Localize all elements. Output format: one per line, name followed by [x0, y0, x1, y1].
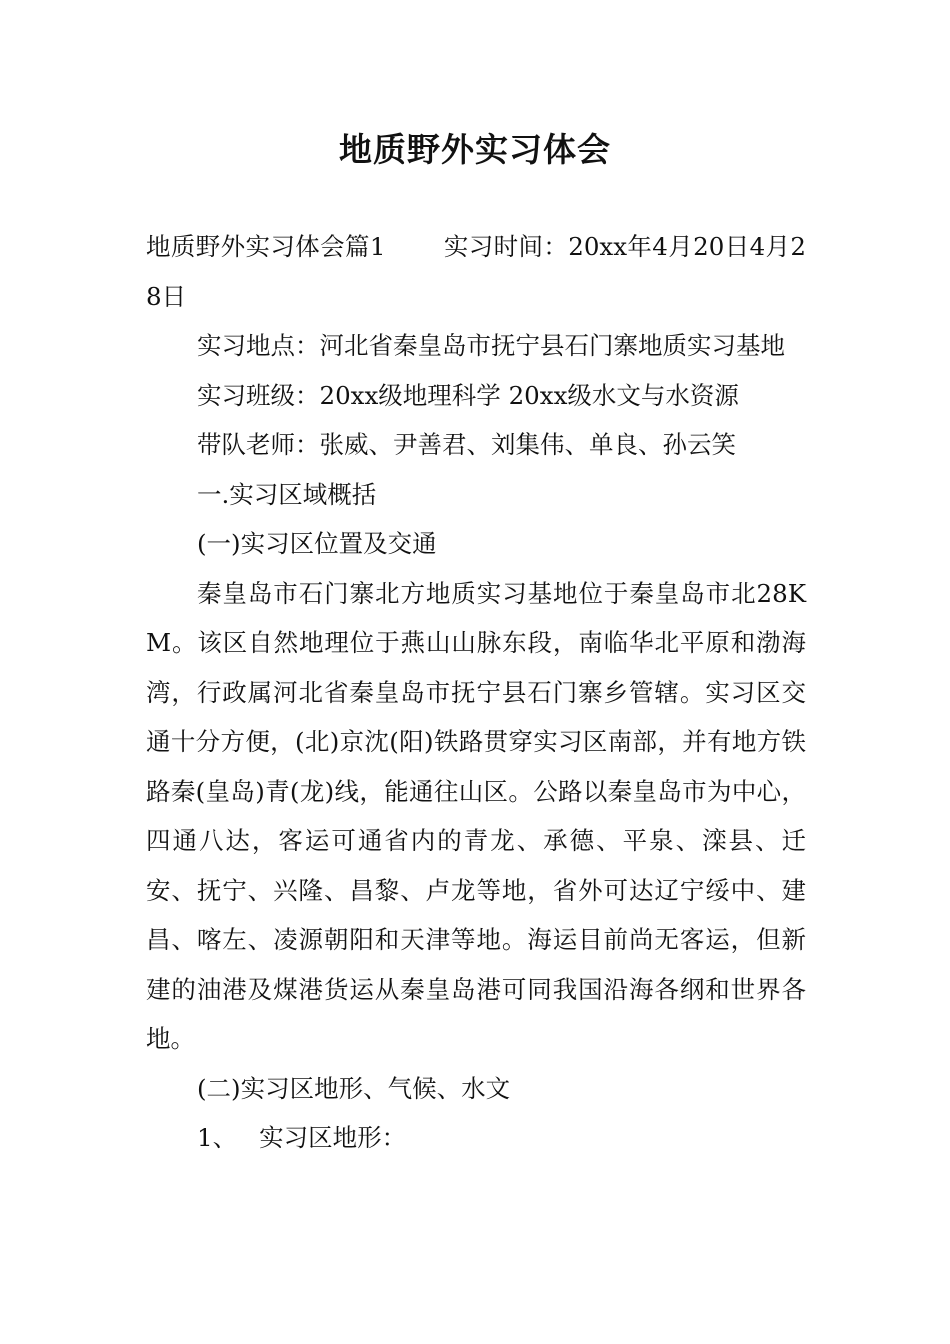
subsection-location-heading: (一)实习区位置及交通: [197, 529, 437, 558]
document-body: [146, 222, 806, 1163]
internship-class: 实习班级：20xx级地理科学 20xx级水文与水资源: [197, 380, 739, 410]
terrain-item: [146, 1113, 806, 1163]
leading-teachers: 带队老师：张威、尹善君、刘集伟、单良、孙云笑: [197, 430, 736, 459]
list-number: 1、: [197, 1123, 238, 1152]
section-one-heading: 一.实习区域概括: [197, 479, 377, 509]
location-transport-paragraph: 秦皇岛市石门寨北方地质实习基地位于秦皇岛市北28KM。该区自然地理位于燕山山脉东段，南临华北平原和渤海湾，行政属河北省秦皇岛市抚宁县石门寨乡管辖。实习区交通十分方便，(北)京沈(阳)铁路贯穿实习区南部，并有地方铁路秦(皇岛)青(龙)线，能通往山区。公路以秦皇岛市为中心，四通八达，客运可通省内的青龙、承德、平泉、滦县、迁安、抚宁、兴隆、昌黎、卢龙等地，省外可达辽宁绥中、建昌、喀左、凌源朝阳和天津等地。海运目前尚无客运，但新建的油港及煤港货运从秦皇岛港可同我国沿海各纲和世界各地。: [146, 578, 806, 1053]
subsection-terrain-heading: (二)实习区地形、气候、水文: [197, 1073, 511, 1103]
internship-location: 实习地点：河北省秦皇岛市抚宁县石门寨地质实习基地: [197, 331, 785, 360]
internship-time: 实习时间：20xx年4月20日4月28日: [146, 232, 807, 311]
paragraph-header-line: [146, 222, 806, 321]
document-title: 地质野外实习体会: [339, 130, 611, 169]
terrain-item-label: 实习区地形：: [259, 1123, 407, 1152]
section-heading: 地质野外实习体会篇1: [146, 232, 386, 261]
